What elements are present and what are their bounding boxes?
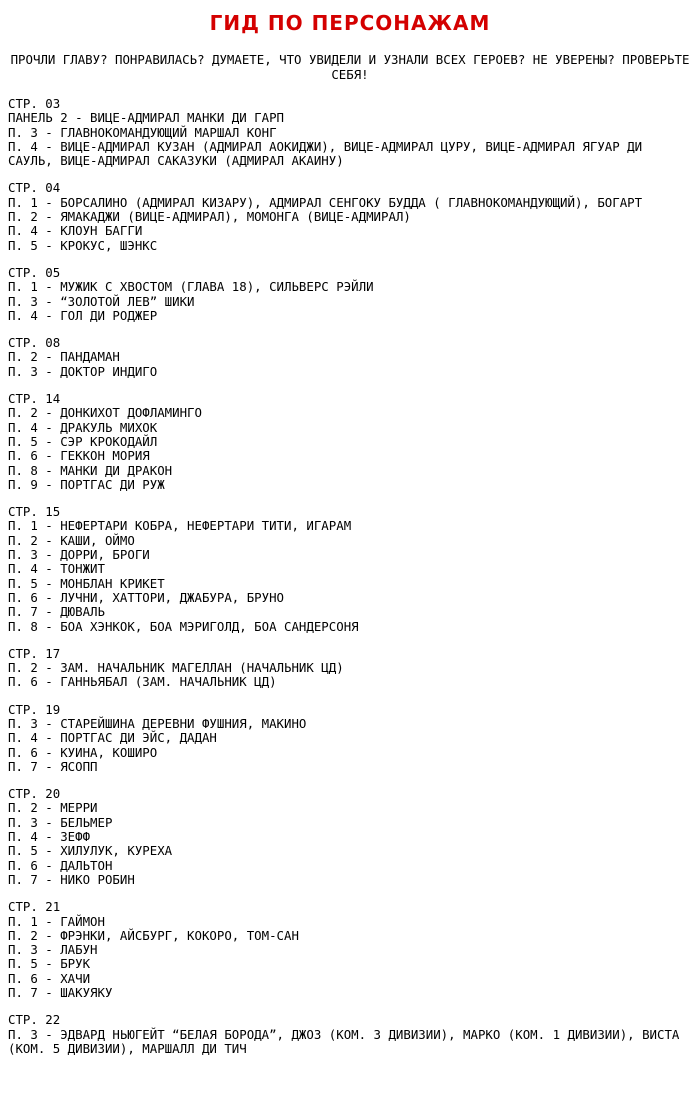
section-heading: СТР. 21: [8, 899, 61, 915]
character-entry: П. 9 - ПОРТГАС ДИ РУЖ: [8, 476, 165, 492]
page-section: [8, 181, 692, 252]
character-entry: П. 1 - МУЖИК С ХВОСТОМ (ГЛАВА 18), СИЛЬВЕРС РЭЙЛИ: [8, 279, 374, 295]
character-entry: П. 6 - ХАЧИ: [8, 970, 91, 986]
section-heading: СТР. 04: [8, 180, 61, 196]
character-entry: П. 6 - ГАННЬЯБАЛ (ЗАМ. НАЧАЛЬНИК ЦД): [8, 674, 277, 690]
section-heading: СТР. 08: [8, 335, 61, 351]
intro-text: ПРОЧЛИ ГЛАВУ? ПОНРАВИЛАСЬ? ДУМАЕТЕ, ЧТО УВИДЕЛИ И УЗНАЛИ ВСЕХ ГЕРОЕВ? НЕ УВЕРЕНЫ? ПРОВЕРЬТЕ СЕБЯ!: [10, 52, 690, 82]
character-entry: П. 1 - НЕФЕРТАРИ КОБРА, НЕФЕРТАРИ ТИТИ, ИГАРАМ: [8, 518, 352, 534]
section-heading: СТР. 14: [8, 391, 61, 407]
character-entry: П. 3 - ЛАБУН: [8, 942, 98, 958]
character-entry: П. 2 - ДОНКИХОТ ДОФЛАМИНГО: [8, 405, 202, 421]
character-entry: П. 4 - ПОРТГАС ДИ ЭЙС, ДАДАН: [8, 730, 217, 746]
character-entry: П. 2 - ФРЭНКИ, АЙСБУРГ, КОКОРО, ТОМ-САН: [8, 927, 299, 943]
page-section: [8, 1013, 692, 1056]
page-section: [8, 97, 692, 168]
page-section: [8, 703, 692, 774]
character-entry: П. 2 - КАШИ, ОЙМО: [8, 532, 135, 548]
character-entry: П. 7 - НИКО РОБИН: [8, 871, 135, 887]
character-entry: П. 6 - ЛУЧНИ, ХАТТОРИ, ДЖАБУРА, БРУНО: [8, 589, 285, 605]
page-section: [8, 787, 692, 887]
character-entry: П. 4 - КЛОУН БАГГИ: [8, 223, 143, 239]
character-entry: П. 6 - ГЕККОН МОРИЯ: [8, 448, 150, 464]
character-entry: П. 8 - БОА ХЭНКОК, БОА МЭРИГОЛД, БОА САНДЕРСОНЯ: [8, 618, 359, 634]
character-entry: П. 1 - ГАЙМОН: [8, 913, 105, 929]
page-section: [8, 336, 692, 379]
page-section: [8, 647, 692, 690]
character-entry: П. 6 - ДАЛЬТОН: [8, 857, 113, 873]
character-entry: П. 7 - ЯСОПП: [8, 758, 98, 774]
page-title: ГИД ПО ПЕРСОНАЖАМ: [209, 11, 491, 35]
page-section: [8, 266, 692, 323]
character-entry: П. 7 - ДЮВАЛЬ: [8, 604, 105, 620]
character-entry: П. 3 - ДОРРИ, БРОГИ: [8, 547, 150, 563]
character-entry: П. 5 - ХИЛУЛУК, КУРЕХА: [8, 843, 173, 859]
section-heading: СТР. 17: [8, 645, 61, 661]
character-entry: П. 3 - БЕЛЬМЕР: [8, 814, 113, 830]
section-heading: СТР. 03: [8, 96, 61, 111]
section-heading: СТР. 15: [8, 504, 61, 520]
character-entry: П. 3 - ДОКТОР ИНДИГО: [8, 363, 158, 379]
character-entry: ПАНЕЛЬ 2 - ВИЦЕ-АДМИРАЛ МАНКИ ДИ ГАРП: [8, 110, 285, 126]
section-heading: СТР. 19: [8, 701, 61, 717]
character-entry: П. 4 - ДРАКУЛЬ МИХОК: [8, 419, 158, 435]
character-entry: П. 3 - СТАРЕЙШИНА ДЕРЕВНИ ФУШНИЯ, МАКИНО: [8, 715, 307, 731]
character-entry: П. 3 - ЭДВАРД НЬЮГЕЙТ “БЕЛАЯ БОРОДА”, ДЖОЗ (КОМ. 3 ДИВИЗИИ), МАРКО (КОМ. 1 ДИВИЗИИ), ВИСТА (КОМ. 5 ДИВИЗИИ), МАРШАЛЛ ДИ ТИЧ: [8, 1026, 680, 1056]
character-entry: П. 4 - ТОНЖИТ: [8, 561, 105, 577]
character-entry: П. 6 - КУИНА, КОШИРО: [8, 744, 158, 760]
character-entry: П. 1 - БОРСАЛИНО (АДМИРАЛ КИЗАРУ), АДМИРАЛ СЕНГОКУ БУДДА ( ГЛАВНОКОМАНДУЮЩИЙ), БОГАРТ: [8, 194, 643, 210]
character-entry: П. 2 - ЗАМ. НАЧАЛЬНИК МАГЕЛЛАН (НАЧАЛЬНИК ЦД): [8, 660, 344, 676]
character-entry: П. 2 - ПАНДАМАН: [8, 349, 120, 365]
character-entry: П. 5 - КРОКУС, ШЭНКС: [8, 237, 158, 253]
section-heading: СТР. 22: [8, 1012, 61, 1028]
character-entry: П. 5 - БРУК: [8, 956, 91, 972]
character-entry: П. 7 - ШАКУЯКУ: [8, 985, 113, 1001]
character-entry: П. 2 - МЕРРИ: [8, 800, 98, 816]
character-entry: П. 4 - ЗЕФФ: [8, 829, 91, 845]
character-entry: П. 3 - “ЗОЛОТОЙ ЛЕВ” ШИКИ: [8, 293, 195, 309]
character-entry: П. 4 - ВИЦЕ-АДМИРАЛ КУЗАН (АДМИРАЛ АОКИДЖИ), ВИЦЕ-АДМИРАЛ ЦУРУ, ВИЦЕ-АДМИРАЛ ЯГУАР ДИ САУЛЬ, ВИЦЕ-АДМИРАЛ САКАЗУКИ (АДМИРАЛ АКАИНУ): [8, 138, 643, 169]
character-entry: П. 2 - ЯМАКАДЖИ (ВИЦЕ-АДМИРАЛ), МОМОНГА (ВИЦЕ-АДМИРАЛ): [8, 209, 411, 225]
page-section: [8, 392, 692, 492]
character-entry: П. 4 - ГОЛ ДИ РОДЖЕР: [8, 307, 158, 323]
section-heading: СТР. 05: [8, 264, 61, 280]
page-section: [8, 900, 692, 1000]
character-entry: П. 5 - СЭР КРОКОДАЙЛ: [8, 433, 158, 449]
character-entry: П. 3 - ГЛАВНОКОМАНДУЮЩИЙ МАРШАЛ КОНГ: [8, 124, 277, 140]
section-heading: СТР. 20: [8, 786, 61, 802]
character-entry: П. 5 - МОНБЛАН КРИКЕТ: [8, 575, 165, 591]
character-entry: П. 8 - МАНКИ ДИ ДРАКОН: [8, 462, 173, 478]
page-section: [8, 505, 692, 634]
sections-list: [8, 97, 692, 1056]
